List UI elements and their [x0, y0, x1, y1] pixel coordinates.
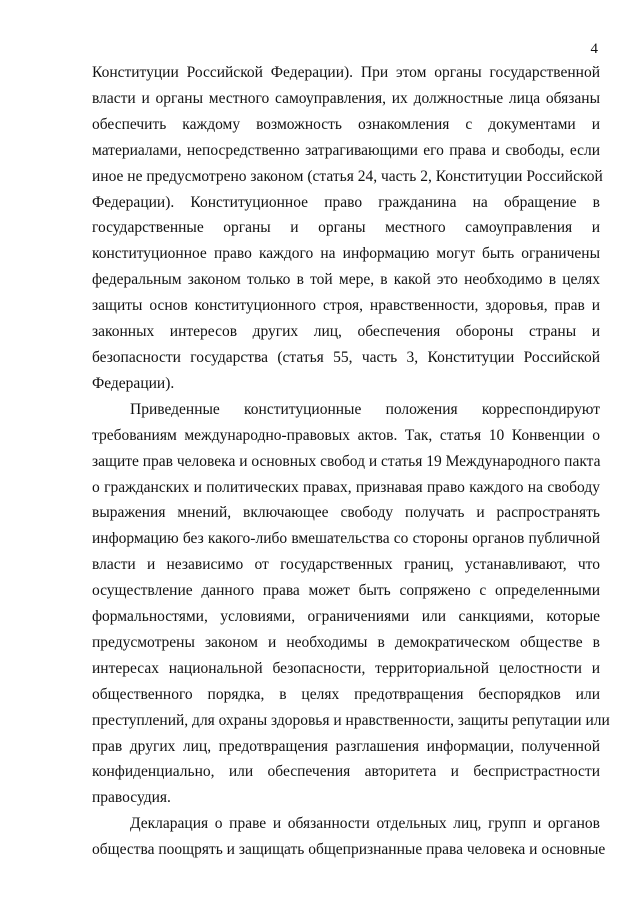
- text-line: федеральным законом только в той мере, в какой это необходимо в целях: [92, 271, 600, 289]
- text-line: выражения мнений, включающее свободу получать и распространять: [92, 504, 600, 522]
- text-line: прав других лиц, предотвращения разглашения информации, полученной: [92, 737, 600, 755]
- text-line: общества поощрять и защищать общепризнанные права человека и основные: [92, 841, 606, 859]
- text-line: защите прав человека и основных свобод и статья 19 Международного пакта: [92, 452, 601, 470]
- text-line: формальностями, условиями, ограничениями или санкциями, которые: [92, 608, 600, 626]
- text-line: обеспечить каждому возможность ознакомления с документами и: [92, 115, 600, 133]
- paragraph: [92, 60, 603, 397]
- text-line: власти и органы местного самоуправления, их должностные лица обязаны: [92, 89, 600, 107]
- text-line: о гражданских и политических правах, признавая право каждого на свободу: [92, 478, 600, 496]
- page-number: 4: [590, 41, 598, 57]
- text-line: защиты основ конституционного строя, нравственности, здоровья, прав и: [92, 297, 600, 315]
- text-line: интересах национальной безопасности, территориальной целостности и: [92, 659, 600, 677]
- text-line: Приведенные конституционные положения корреспондируют: [130, 400, 600, 418]
- text-line: осуществление данного права может быть сопряжено с определенными: [92, 582, 600, 600]
- paragraph: [92, 397, 610, 812]
- paragraph: [92, 811, 606, 863]
- text-line: информацию без какого-либо вмешательства со стороны органов публичной: [92, 530, 600, 548]
- text-line: Конституции Российской Федерации). При этом органы государственной: [92, 64, 600, 81]
- text-line: предусмотрены законом и необходимы в демократическом обществе в: [92, 633, 600, 651]
- text-line: Декларация о праве и обязанности отдельных лиц, групп и органов: [130, 815, 600, 833]
- text-line: требованиям международно-правовых актов. Так, статья 10 Конвенции о: [92, 426, 600, 444]
- text-line: Федерации).: [92, 374, 175, 392]
- text-line: безопасности государства (статья 55, часть 3, Конституции Российской: [92, 348, 600, 366]
- text-line: Федерации). Конституционное право гражданина на обращение в: [92, 193, 600, 211]
- text-line: государственные органы и органы местного самоуправления и: [92, 219, 600, 237]
- text-line: конституционное право каждого на информацию могут быть ограничены: [92, 245, 600, 263]
- text-line: преступлений, для охраны здоровья и нравственности, защиты репутации или: [92, 711, 610, 729]
- text-line: правосудия.: [92, 789, 171, 807]
- text-line: материалами, непосредственно затрагивающими его права и свободы, если: [92, 141, 600, 159]
- document-body: [92, 60, 610, 863]
- text-line: законных интересов других лиц, обеспечения обороны страны и: [92, 323, 600, 341]
- text-line: конфиденциально, или обеспечения авторитета и беспристрастности: [92, 763, 600, 781]
- text-line: власти и независимо от государственных границ, устанавливают, что: [92, 556, 600, 574]
- text-line: иное не предусмотрено законом (статья 24, часть 2, Конституции Российской: [92, 167, 603, 185]
- text-line: общественного порядка, в целях предотвращения беспорядков или: [92, 685, 600, 703]
